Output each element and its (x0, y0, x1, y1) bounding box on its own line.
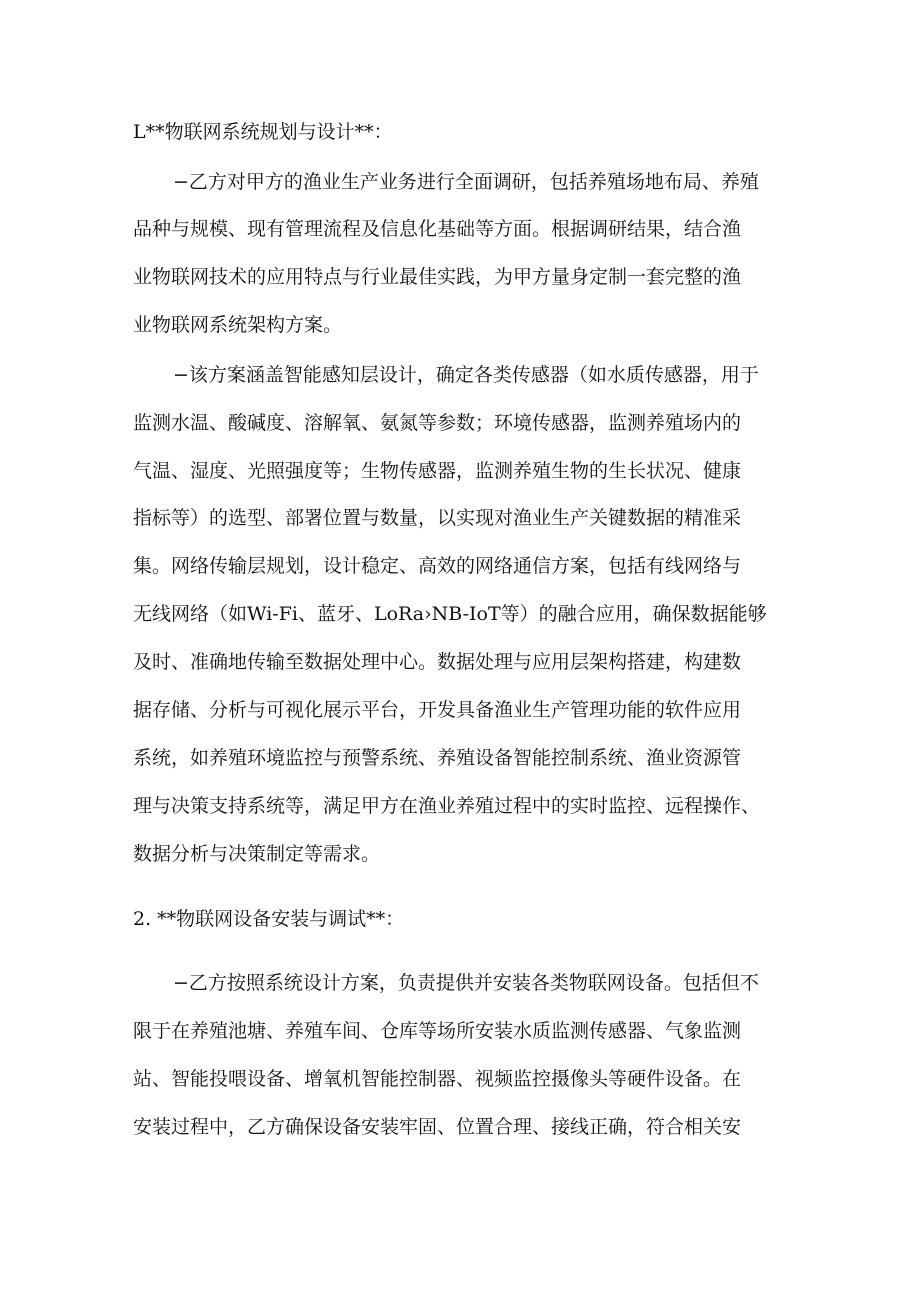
paragraph-line: 无线网络（如Wi-Fi、蓝牙、LoRa›NB-IoT等）的融合应用，确保数据能够 (133, 603, 767, 625)
paragraph-line: −该方案涵盖智能感知层设计，确定各类传感器（如水质传感器，用于 (173, 364, 759, 386)
paragraph-line: 业物联网技术的应用特点与行业最佳实践，为甲方量身定制一套完整的渔 (133, 266, 742, 288)
paragraph-line: 及时、准确地传输至数据处理中心。数据处理与应用层架构搭建，构建数 (133, 651, 742, 673)
paragraph-line: 理与决策支持系统等，满足甲方在渔业养殖过程中的实时监控、远程操作、 (133, 795, 761, 817)
paragraph-line: −乙方对甲方的渔业生产业务进行全面调研，包括养殖场地布局、养殖 (173, 171, 759, 193)
paragraph-line: 集。网络传输层规划，设计稳定、高效的网络通信方案，包括有线网络与 (133, 555, 742, 577)
paragraph-line: 监测水温、酸碱度、溶解氧、氨氮等参数；环境传感器，监测养殖场内的 (133, 412, 742, 434)
paragraph-line: 品种与规模、现有管理流程及信息化基础等方面。根据调研结果，结合渔 (133, 218, 742, 240)
section-heading: 2. **物联网设备安装与调试**： (133, 908, 405, 930)
paragraph-line: −乙方按照系统设计方案，负责提供并安装各类物联网设备。包括但不 (173, 972, 759, 994)
paragraph-line: 数据分析与决策制定等需求。 (133, 843, 381, 865)
paragraph-line: 业物联网系统架构方案。 (133, 314, 343, 336)
paragraph-line: 站、智能投喂设备、增氧机智能控制器、视频监控摄像头等硬件设备。在 (133, 1068, 742, 1090)
paragraph-line: 限于在养殖池塘、养殖车间、仓库等场所安装水质监测传感器、气象监测 (133, 1020, 742, 1042)
paragraph-line: 据存储、分析与可视化展示平台，开发具备渔业生产管理功能的软件应用 (133, 699, 742, 721)
paragraph-line: 系统，如养殖环境监控与预警系统、养殖设备智能控制系统、渔业资源管 (133, 747, 742, 769)
paragraph-line: 指标等）的选型、部署位置与数量，以实现对渔业生产关键数据的精准采 (133, 507, 742, 529)
paragraph-line: 气温、湿度、光照强度等；生物传感器，监测养殖生物的生长状况、健康 (133, 460, 742, 482)
paragraph-line: 安装过程中，乙方确保设备安装牢固、位置合理、接线正确，符合相关安 (133, 1116, 742, 1138)
section-heading: L**物联网系统规划与设计**： (133, 121, 393, 143)
